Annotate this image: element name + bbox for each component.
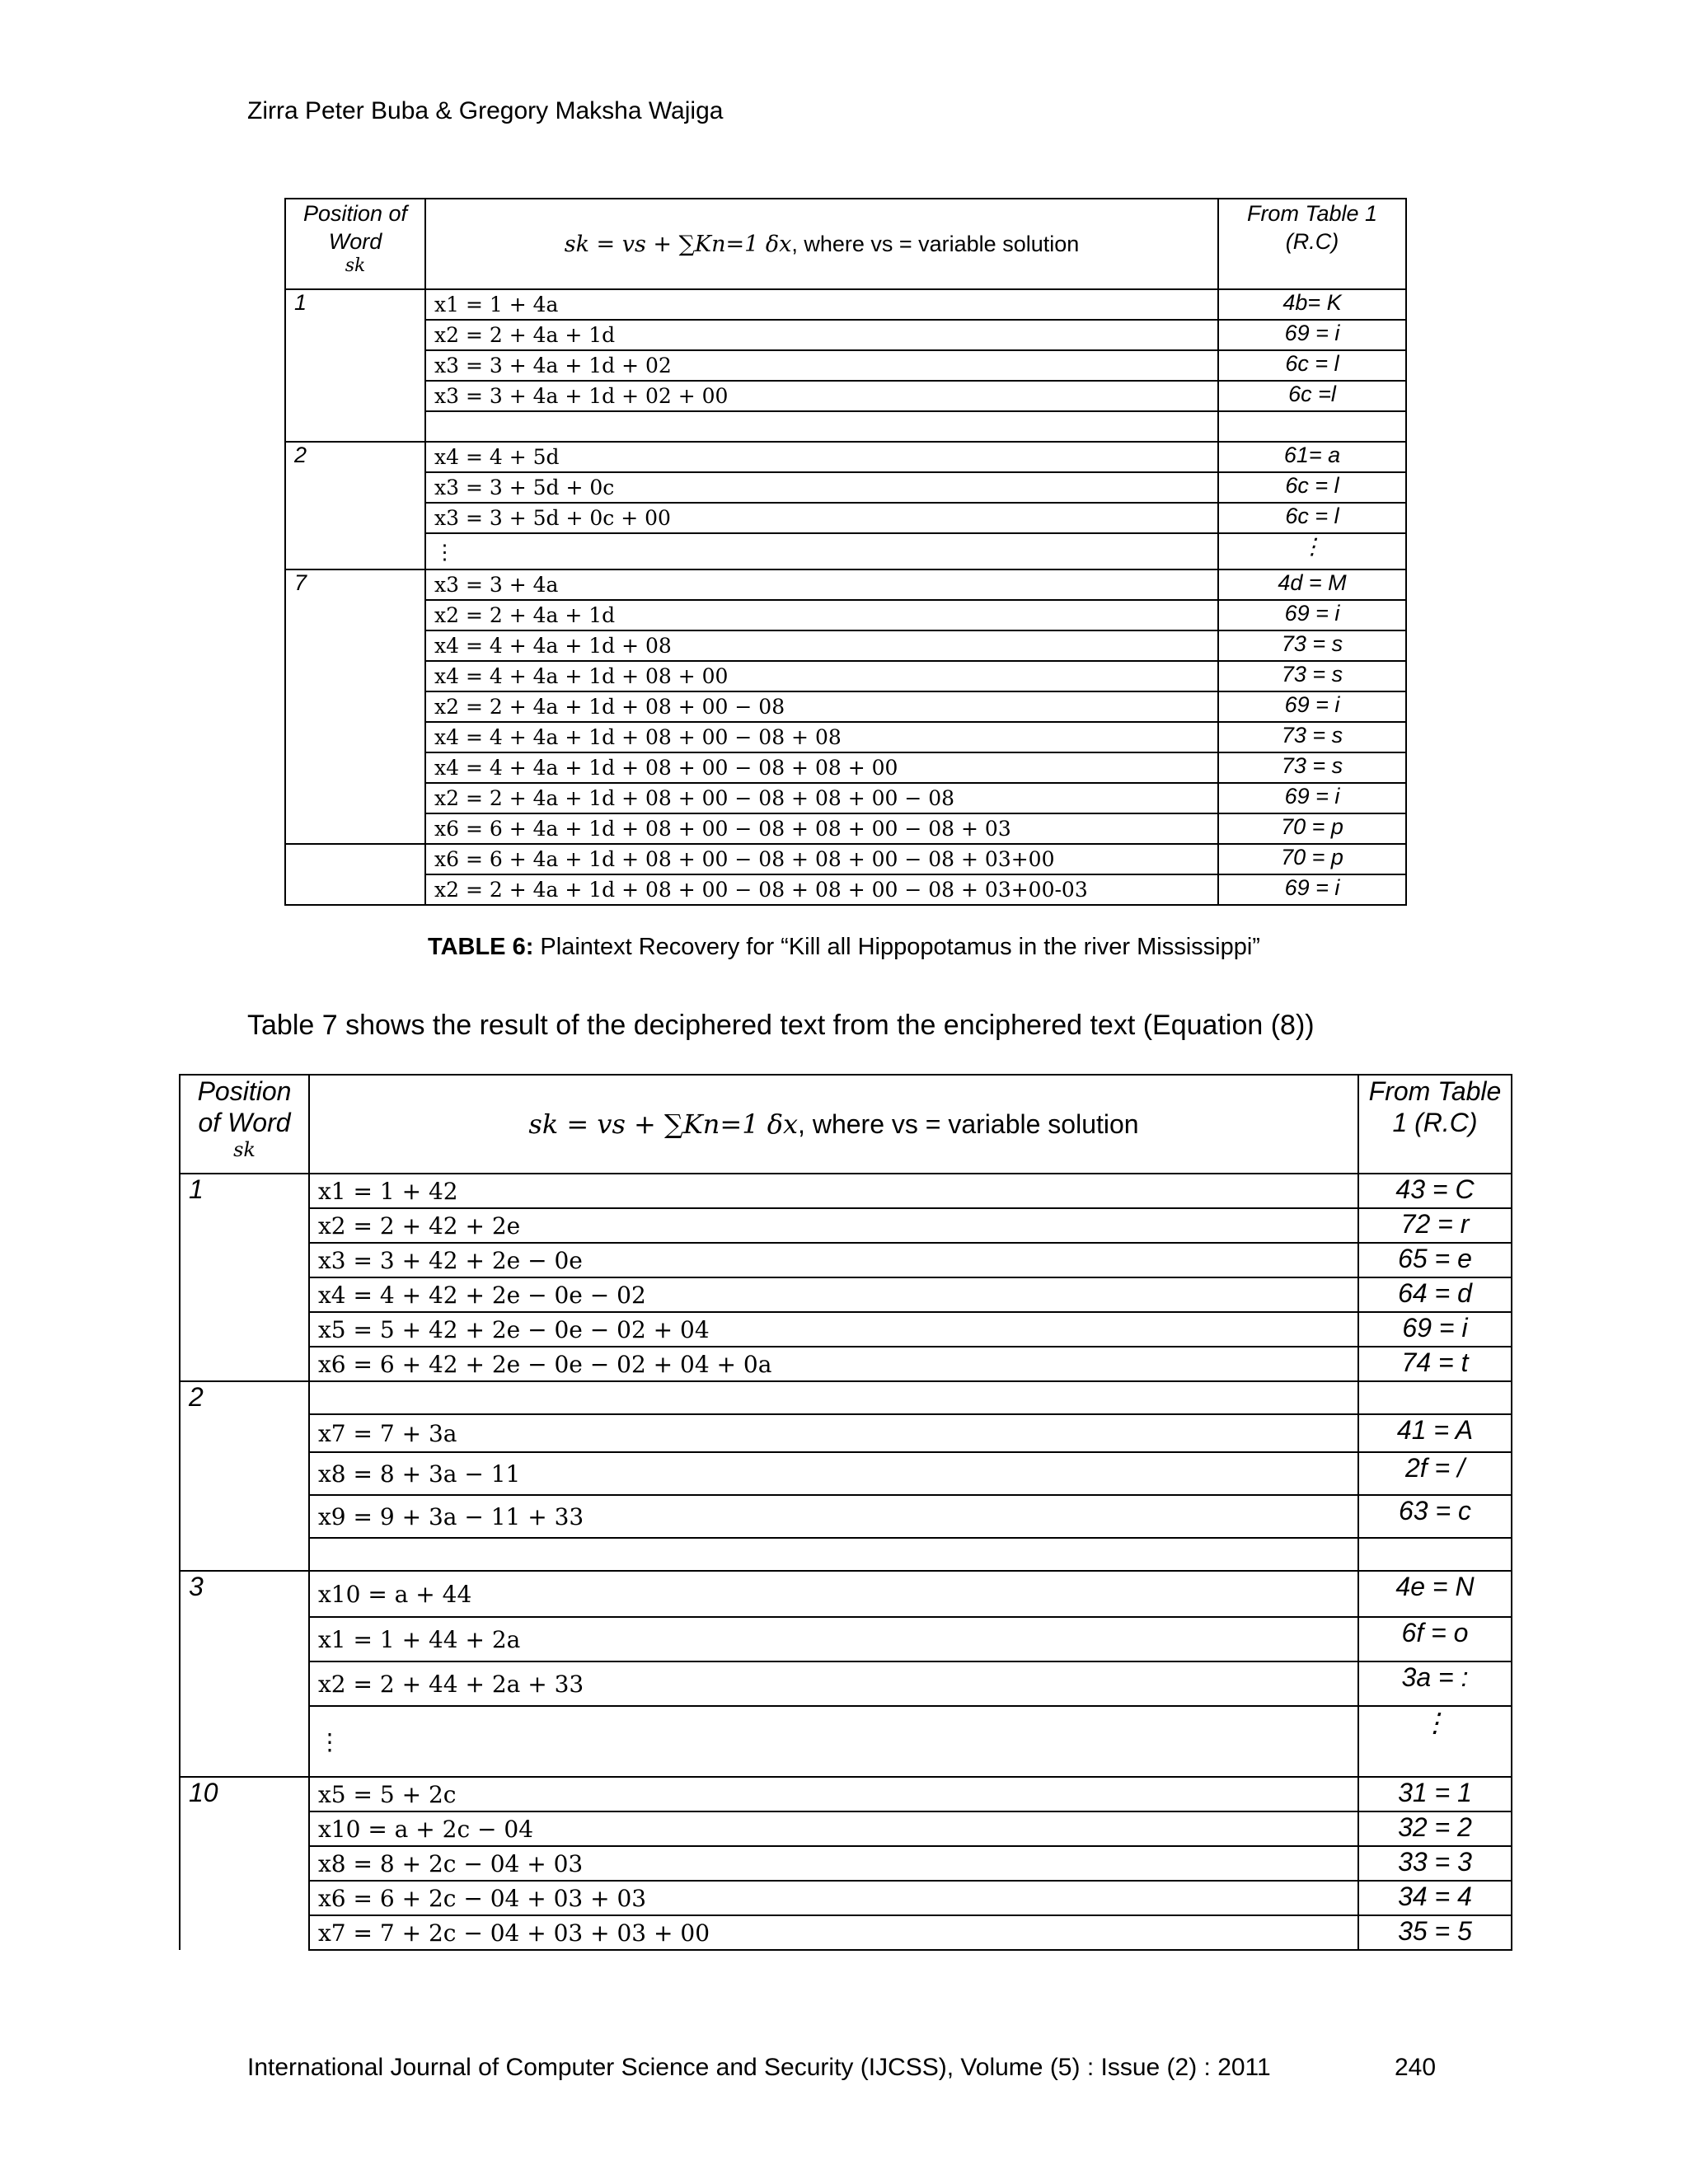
equation-cell: x9 = 9 + 3a − 11 + 33 (309, 1495, 1358, 1538)
equation-cell: x3 = 3 + 4a + 1d + 02 + 00 (425, 381, 1218, 411)
table-row (180, 1414, 1512, 1452)
table-row (180, 1495, 1512, 1538)
result-cell: 4d = M (1218, 569, 1406, 600)
equation-cell: x10 = a + 44 (309, 1571, 1358, 1617)
table-7 (179, 1074, 1512, 1951)
formula-text: , where vs = variable solution (791, 231, 1080, 256)
result-cell: 4e = N (1358, 1571, 1512, 1617)
result-cell (1218, 411, 1406, 442)
equation-cell: x2 = 2 + 4a + 1d (425, 600, 1218, 630)
intro-paragraph: Table 7 shows the result of the deciphered text from the enciphered text (Equation (8)) (247, 1010, 1315, 1041)
table-row (285, 381, 1406, 411)
equation-cell: x1 = 1 + 42 (309, 1174, 1358, 1208)
table-row (180, 1811, 1512, 1846)
result-cell: 3a = : (1358, 1661, 1512, 1706)
table-row (285, 600, 1406, 630)
from-table-header (1218, 199, 1406, 289)
table-6 (284, 198, 1407, 906)
position-cell: 10 (180, 1777, 309, 1950)
equation-cell (309, 1538, 1358, 1571)
result-cell: 70 = p (1218, 844, 1406, 874)
table-row (285, 320, 1406, 350)
result-cell: 74 = t (1358, 1347, 1512, 1381)
equation-cell: x7 = 7 + 2c − 04 + 03 + 03 + 00 (309, 1915, 1358, 1950)
equation-cell: x4 = 4 + 42 + 2e − 0e − 02 (309, 1277, 1358, 1312)
equation-cell: x4 = 4 + 4a + 1d + 08 (425, 630, 1218, 661)
from-table-label: From Table 1 (R.C) (1368, 1076, 1502, 1137)
position-cell (285, 844, 425, 905)
equation-cell: x1 = 1 + 44 + 2a (309, 1617, 1358, 1661)
table-row (285, 752, 1406, 783)
equation-cell: x7 = 7 + 3a (309, 1414, 1358, 1452)
result-cell: 65 = e (1358, 1243, 1512, 1277)
result-cell: 6c = l (1218, 350, 1406, 381)
table-row (180, 1777, 1512, 1811)
result-cell: 43 = C (1358, 1174, 1512, 1208)
position-label: Position of Word (302, 201, 408, 254)
table-row (180, 1452, 1512, 1495)
result-cell: 73 = s (1218, 661, 1406, 691)
result-cell: 69 = i (1218, 783, 1406, 813)
result-cell: 31 = 1 (1358, 1777, 1512, 1811)
formula-text: , where vs = variable solution (798, 1109, 1139, 1139)
equation-cell: x6 = 6 + 42 + 2e − 0e − 02 + 04 + 0a (309, 1347, 1358, 1381)
caption-label: TABLE 6: (428, 934, 534, 960)
equation-cell: x4 = 4 + 4a + 1d + 08 + 00 − 08 + 08 + 00 (425, 752, 1218, 783)
caption-text: Plaintext Recovery for “Kill all Hippopotamus in the river Mississippi” (533, 934, 1260, 960)
result-cell: 69 = i (1358, 1312, 1512, 1347)
table-row (180, 1881, 1512, 1915)
equation-cell: x6 = 6 + 4a + 1d + 08 + 00 − 08 + 08 + 00 − 08 + 03 (425, 813, 1218, 844)
table-row (285, 569, 1406, 600)
equation-cell: x3 = 3 + 5d + 0c (425, 472, 1218, 503)
page-number: 240 (1395, 2054, 1437, 2081)
table-row (180, 1706, 1512, 1777)
equation-cell: x4 = 4 + 4a + 1d + 08 + 00 − 08 + 08 (425, 722, 1218, 752)
equation-cell: x4 = 4 + 4a + 1d + 08 + 00 (425, 661, 1218, 691)
result-cell: 61= a (1218, 442, 1406, 472)
table-row (285, 503, 1406, 533)
result-cell: 64 = d (1358, 1277, 1512, 1312)
formula-header (425, 199, 1218, 289)
equation-cell: ⋮ (309, 1706, 1358, 1777)
result-cell: 73 = s (1218, 630, 1406, 661)
table-row (180, 1617, 1512, 1661)
table-row (180, 1538, 1512, 1571)
table-row (285, 874, 1406, 905)
position-label: Position of Word (197, 1076, 292, 1137)
equation-cell: x2 = 2 + 4a + 1d + 08 + 00 − 08 (425, 691, 1218, 722)
result-cell: 6c = l (1218, 472, 1406, 503)
equation-cell: x1 = 1 + 4a (425, 289, 1218, 320)
table-row (285, 630, 1406, 661)
table-row (285, 661, 1406, 691)
table-row (180, 1571, 1512, 1617)
equation-cell: x2 = 2 + 4a + 1d (425, 320, 1218, 350)
table-row (180, 1243, 1512, 1277)
table-row (285, 691, 1406, 722)
equation-cell: x5 = 5 + 42 + 2e − 0e − 02 + 04 (309, 1312, 1358, 1347)
result-cell: 63 = c (1358, 1495, 1512, 1538)
table-row (285, 350, 1406, 381)
equation-cell: x4 = 4 + 5d (425, 442, 1218, 472)
table-row (285, 533, 1406, 569)
result-cell: 6c = l (1218, 503, 1406, 533)
position-cell: 2 (285, 442, 425, 569)
table-row (180, 1347, 1512, 1381)
table-row (180, 1312, 1512, 1347)
equation-cell: x6 = 6 + 4a + 1d + 08 + 00 − 08 + 08 + 00 − 08 + 03+00 (425, 844, 1218, 874)
formula-math: sk = vs + ∑Kn=1 δx (564, 231, 792, 257)
equation-cell: x2 = 2 + 4a + 1d + 08 + 00 − 08 + 08 + 00 − 08 (425, 783, 1218, 813)
position-cell: 2 (180, 1381, 309, 1571)
table-row (180, 1915, 1512, 1950)
from-table-label: From Table 1 (R.C) (1246, 201, 1378, 254)
footer-journal: International Journal of Computer Science and Security (IJCSS), Volume (5) : Issue (2) : 2011 (247, 2054, 1271, 2081)
result-cell: 4b= K (1218, 289, 1406, 320)
equation-cell: x2 = 2 + 42 + 2e (309, 1208, 1358, 1243)
table-row (285, 411, 1406, 442)
table-6-caption (284, 934, 1404, 961)
result-cell: 35 = 5 (1358, 1915, 1512, 1950)
formula-header (309, 1075, 1358, 1174)
result-cell: 41 = A (1358, 1414, 1512, 1452)
running-header: Zirra Peter Buba & Gregory Maksha Wajiga (247, 97, 724, 124)
equation-cell: x2 = 2 + 4a + 1d + 08 + 00 − 08 + 08 + 00 − 08 + 03+00-03 (425, 874, 1218, 905)
result-cell: 69 = i (1218, 320, 1406, 350)
table-row (285, 844, 1406, 874)
sk-label: sk (233, 1138, 256, 1161)
table-row (285, 472, 1406, 503)
table-row (180, 1174, 1512, 1208)
table-row (285, 442, 1406, 472)
result-cell (1358, 1381, 1512, 1414)
result-cell: 70 = p (1218, 813, 1406, 844)
table-row (180, 1208, 1512, 1243)
result-cell: 34 = 4 (1358, 1881, 1512, 1915)
table-row (180, 1277, 1512, 1312)
result-cell: 2f = / (1358, 1452, 1512, 1495)
sk-label: sk (345, 255, 366, 276)
table-row (285, 289, 1406, 320)
position-cell: 7 (285, 569, 425, 844)
table-row (180, 1661, 1512, 1706)
equation-cell (425, 411, 1218, 442)
equation-cell: x3 = 3 + 4a + 1d + 02 (425, 350, 1218, 381)
formula-math: sk = vs + ∑Kn=1 δx (528, 1108, 799, 1140)
from-table-header (1358, 1075, 1512, 1174)
table-row (285, 783, 1406, 813)
result-cell: 72 = r (1358, 1208, 1512, 1243)
position-cell: 3 (180, 1571, 309, 1777)
position-header (285, 199, 425, 289)
result-cell: 69 = i (1218, 874, 1406, 905)
result-cell (1358, 1538, 1512, 1571)
equation-cell: x5 = 5 + 2c (309, 1777, 1358, 1811)
result-cell: 73 = s (1218, 752, 1406, 783)
equation-cell: x6 = 6 + 2c − 04 + 03 + 03 (309, 1881, 1358, 1915)
equation-cell: x3 = 3 + 5d + 0c + 00 (425, 503, 1218, 533)
table-row (285, 813, 1406, 844)
position-cell: 1 (180, 1174, 309, 1381)
position-header (180, 1075, 309, 1174)
equation-cell: x10 = a + 2c − 04 (309, 1811, 1358, 1846)
result-cell: 69 = i (1218, 691, 1406, 722)
equation-cell: x8 = 8 + 3a − 11 (309, 1452, 1358, 1495)
equation-cell: ⋮ (425, 533, 1218, 569)
equation-cell: x3 = 3 + 42 + 2e − 0e (309, 1243, 1358, 1277)
table-row (180, 1846, 1512, 1881)
result-cell: 6c =l (1218, 381, 1406, 411)
result-cell: 73 = s (1218, 722, 1406, 752)
result-cell: 32 = 2 (1358, 1811, 1512, 1846)
result-cell: 6f = o (1358, 1617, 1512, 1661)
equation-cell (309, 1381, 1358, 1414)
result-cell: 69 = i (1218, 600, 1406, 630)
table-row (285, 722, 1406, 752)
position-cell: 1 (285, 289, 425, 442)
equation-cell: x8 = 8 + 2c − 04 + 03 (309, 1846, 1358, 1881)
result-cell: ⋮ (1358, 1706, 1512, 1777)
result-cell: 33 = 3 (1358, 1846, 1512, 1881)
result-cell: ⋮ (1218, 533, 1406, 569)
table-row (180, 1381, 1512, 1414)
equation-cell: x3 = 3 + 4a (425, 569, 1218, 600)
equation-cell: x2 = 2 + 44 + 2a + 33 (309, 1661, 1358, 1706)
